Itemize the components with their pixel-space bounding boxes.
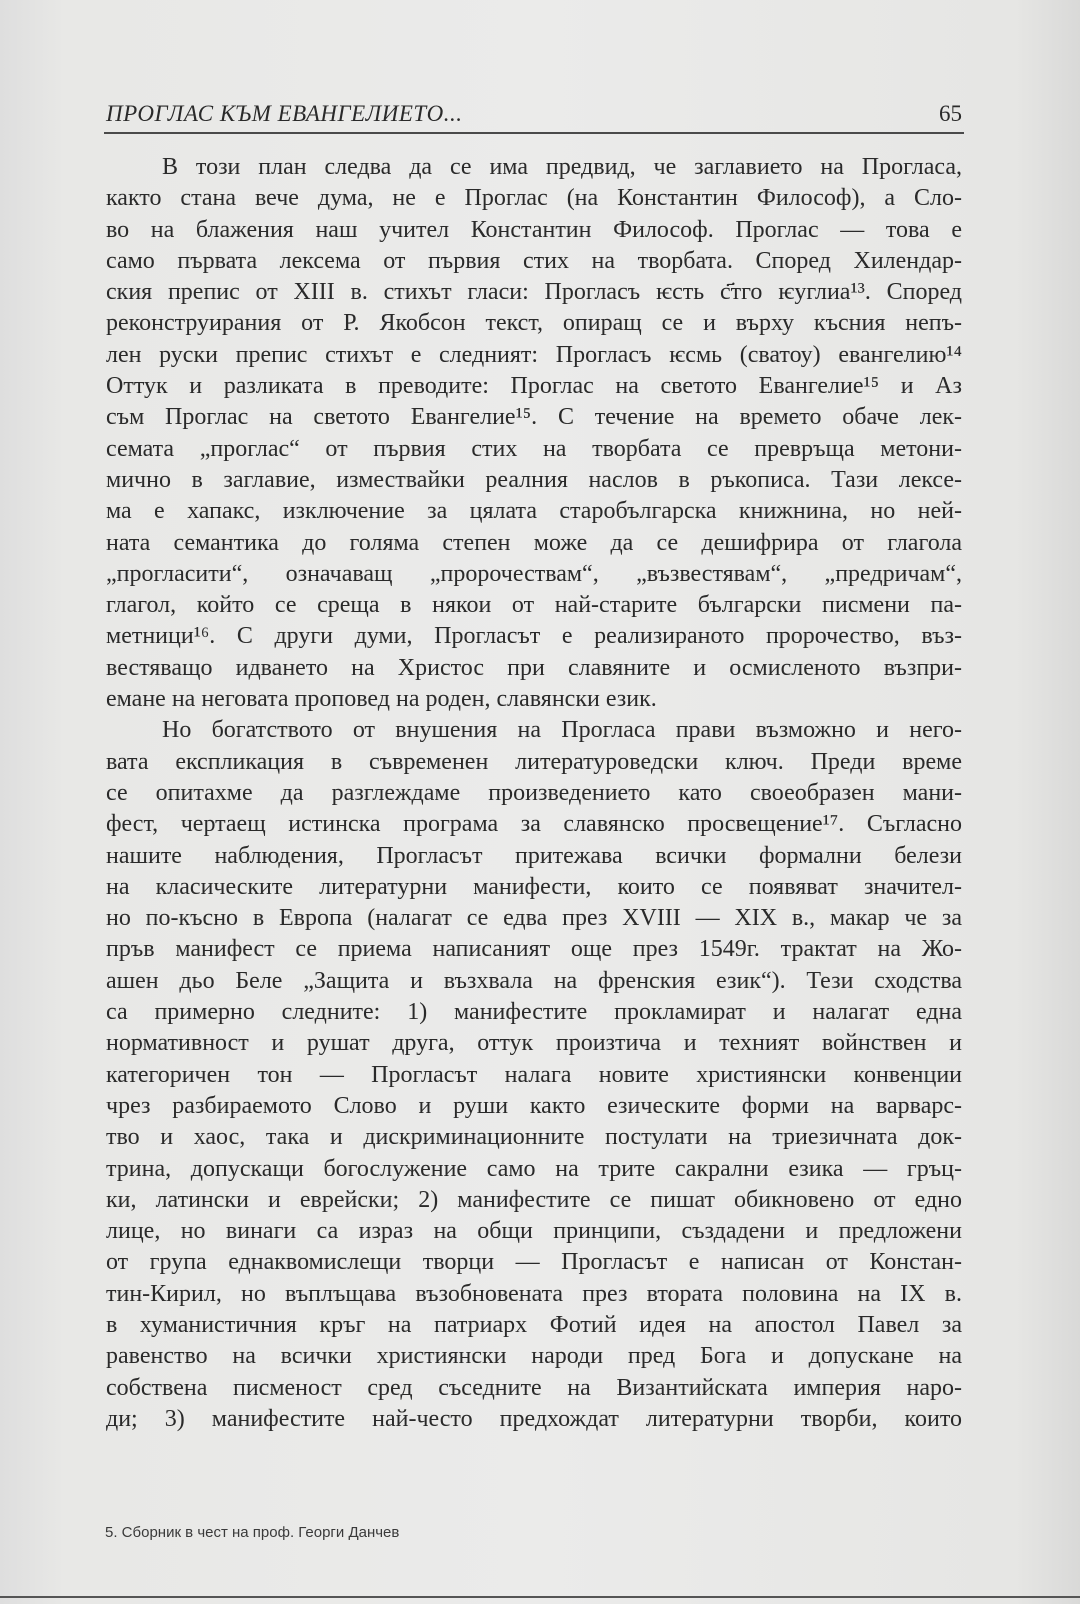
text-line: „прогласити“, означаващ „пророчествам“, „възвестявам“, „предричам“, [106, 560, 962, 587]
text-line: нормативност и рушат друга, оттук произтича и техният войнствен и [106, 1030, 962, 1057]
text-line: ския препис от XIII в. стихът гласи: Прогласъ ѥсть с҃тго ѥуглиа¹³. Според [106, 279, 962, 306]
text-line: глагол, който се среща в някои от най-старите български писмени па- [106, 592, 962, 619]
text-line: семата „проглас“ от първия стих на творбата се превръща метони- [106, 435, 962, 462]
text-line: Оттук и разликата в преводите: Проглас на светото Евангелие¹⁵ и Аз [106, 373, 962, 400]
text-line: В този план следва да се има предвид, че заглавието на Прогласа, [162, 154, 962, 180]
text-line: реконструирания от Р. Якобсон текст, опиращ се и върху късния непъ- [106, 310, 962, 337]
paragraph [106, 715, 962, 1435]
running-title: ПРОГЛАС КЪМ ЕВАНГЕЛИЕТО... [106, 101, 463, 126]
signature-line: 5. Сборник в чест на проф. Георги Данчев [105, 1524, 400, 1541]
text-line: равенство на всички християнски народи пред Бога и допускане на [106, 1343, 962, 1370]
text-line: ди; 3) манифестите най-често предхождат литературни творби, които [106, 1405, 962, 1432]
text-line: се опитахме да разглеждаме произведението като своеобразен мани- [106, 779, 962, 806]
text-line: но по-късно в Европа (налагат се едва през XVIII — XIX в., макар че за [106, 905, 962, 932]
text-line: лице, но винаги са израз на общи принципи, създадени и предложени [106, 1218, 962, 1245]
text-line: са примерно следните: 1) манифестите прокламират и налагат една [106, 999, 962, 1026]
text-line: фест, чертаещ истинска програма за славянско просвещение¹⁷. Съгласно [106, 811, 962, 838]
text-line: ма е хапакс, изключение за цялата старобългарска книжнина, но ней- [106, 498, 962, 525]
text-line: мично в заглавие, измествайки реалния наслов в ръкописа. Тази лексе- [106, 466, 962, 493]
text-line: на класическите литературни манифести, които се появяват значител- [106, 873, 962, 900]
page-number: 65 [939, 101, 962, 126]
text-line: чрез разбираемото Слово и руши както езическите форми на варварс- [106, 1092, 962, 1119]
bottom-rule [0, 1596, 1080, 1598]
text-line: вестяващо идването на Христос при славяните и осмисленото възпри- [106, 654, 962, 681]
text-line: съм Проглас на светото Евангелие¹⁵. С течение на времето обаче лек- [106, 404, 962, 431]
paragraph [106, 152, 962, 715]
text-line: трина, допускащи богослужение само на трите сакрални езика — гръц- [106, 1155, 962, 1182]
body-text [106, 152, 962, 1435]
text-line: емане на неговата проповед на роден, славянски език. [106, 686, 657, 713]
page-header [104, 92, 964, 134]
text-line: тво и хаос, така и дискриминационните постулати на триезичната док- [106, 1124, 962, 1151]
text-line: в хуманистичния кръг на патриарх Фотий идея на апостол Павел за [106, 1311, 962, 1338]
text-line: метници¹⁶. С други думи, Прогласът е реализираното пророчество, въз- [106, 623, 962, 650]
text-line: во на блажения наш учител Константин Философ. Проглас — това е [106, 216, 962, 243]
text-line: ашен дьо Беле „Защита и възхвала на френския език“). Тези сходства [106, 967, 962, 994]
text-line: ната семантика до голяма степен може да се дешифрира от глагола [106, 529, 962, 556]
text-line: както стана вече дума, не е Проглас (на Константин Философ), а Сло- [106, 185, 962, 212]
text-line: от група еднаквомислещи творци — Прогласът е написан от Констан- [106, 1249, 962, 1276]
text-line: вата експликация в съвременен литературоведски ключ. Преди време [106, 748, 962, 775]
text-line: пръв манифест се приема написаният още през 1549г. трактат на Жо- [106, 936, 962, 963]
text-line: категоричен тон — Прогласът налага новите християнски конвенции [106, 1061, 962, 1088]
text-line: лен руски препис стихът е следният: Прогласъ ѥсмь (сватоу) евангелию¹⁴ [106, 341, 962, 368]
text-line: собствена писменост сред съседните на Византийската империя наро- [106, 1374, 962, 1401]
text-line: само първата лексема от първия стих на творбата. Според Хилендар- [106, 247, 962, 274]
text-line: Но богатството от внушения на Прогласа прави възможно и него- [162, 717, 962, 744]
text-line: нашите наблюдения, Прогласът притежава всички формални белези [106, 842, 962, 869]
text-line: тин-Кирил, но въплъщава възобновената през втората половина на IX в. [106, 1280, 962, 1307]
text-line: ки, латински и еврейски; 2) манифестите се пишат обикновено от едно [106, 1186, 962, 1213]
